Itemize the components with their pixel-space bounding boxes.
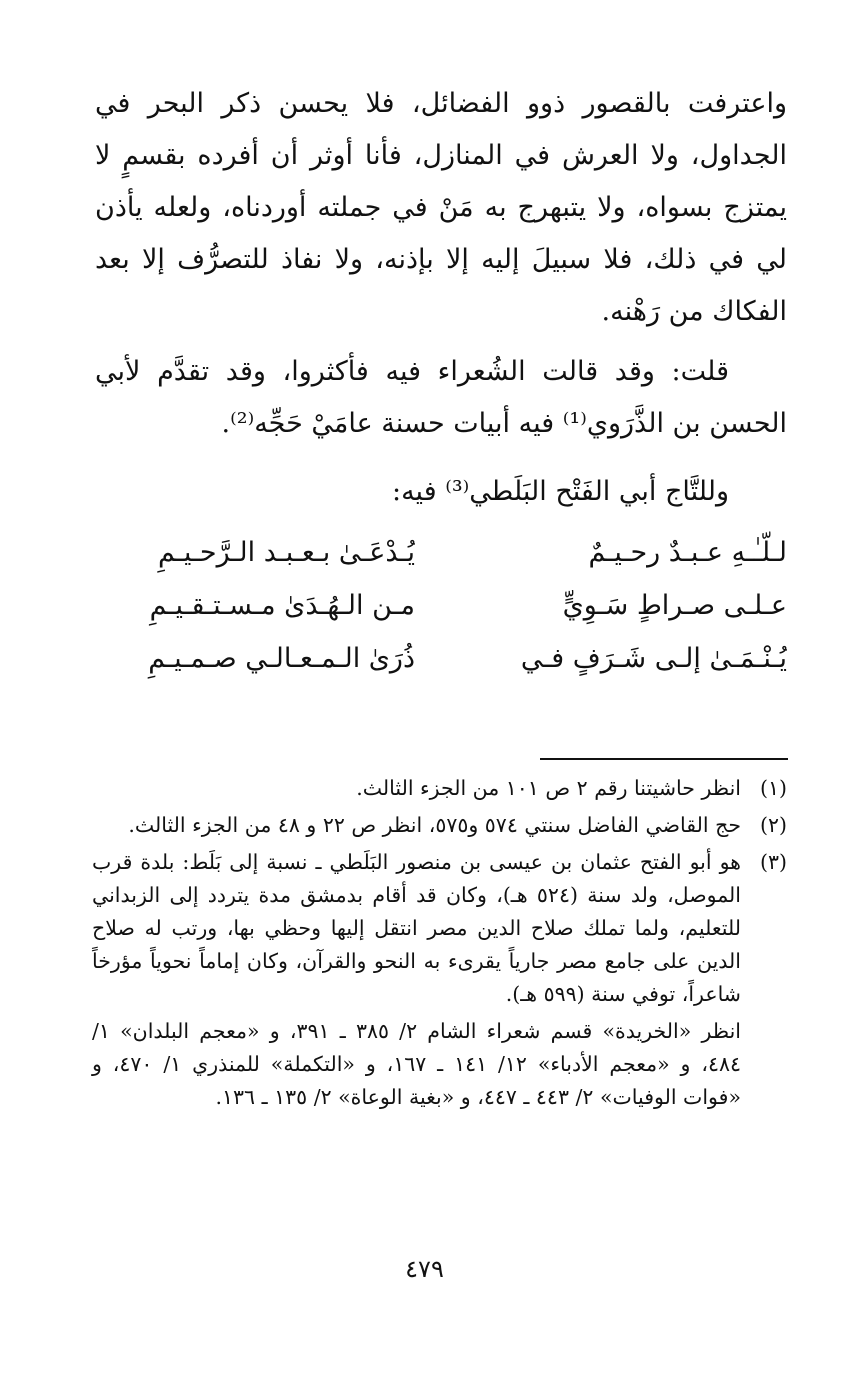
body-paragraph: واعترفت بالقصور ذوو الفضائل، فلا يحسن ذكر البحر في الجداول، ولا العرش في المنازل، فأنا أوثر أن أفرده بقسمٍ لا يمتزج بسواه، ولا يتبهرج به مَنْ في جملته أوردناه، ولعله يأذن لي في ذلك، فلا سبيلَ إليه إلا بإذنه، ولا نفاذ للتصرُّف إلا بعد الفكاك من رَهْنه. [95,88,787,327]
page-number: ٤٧٩ [405,1255,444,1283]
verse-line [95,579,787,632]
footnote-text: حج القاضي الفاضل سنتي ٥٧٤ و٥٧٥، انظر ص ٢٢ و ٤٨ من الجزء الثالث. [128,813,741,837]
footnote [92,772,787,805]
footnote-number: (٢) [759,813,787,837]
verse-line [95,632,787,685]
verse-first-hemistich: لـلّـٰـهِ عـبـدٌ رحـيـمٌ [588,537,787,568]
footnote-number: (٣) [759,850,787,874]
verse-second-hemistich: مـن الـهُـدَىٰ مـسـتـقـيـمِ [149,590,415,621]
footnote [92,846,787,1011]
footnote-separator [540,758,788,760]
poem [95,526,787,685]
footnote [92,809,787,842]
footnote-references: انظر «الخريدة» قسم شعراء الشام ٢/ ٣٨٥ ـ ٣٩١، و «معجم البلدان» ١/ ٤٨٤، و «معجم الأدباء» ١٢/ ١٤١ ـ ١٦٧، و «التكملة» للمنذري ١/ ٤٧٠، و «فوات الوفيات» ٢/ ٤٤٣ ـ ٤٤٧، و «بغية الوعاة» ٢/ ١٣٥ ـ ١٣٦. [92,1019,741,1109]
verse-first-hemistich: عـلـى صـراطٍ سَـوِيٍّ [562,590,787,621]
footnote-text: انظر حاشيتنا رقم ٢ ص ١٠١ من الجزء الثالث. [356,776,741,800]
verse-second-hemistich: ذُرَىٰ الـمـعـالـي صـمـيـمِ [148,643,415,674]
body-paragraph: قلت: وقد قالت الشُعراء فيه فأكثروا، وقد تقدَّم لأبي الحسن بن الذَّرَوي⁽¹⁾ فيه أبيات حسنة عامَيْ حَجِّه⁽²⁾. [95,356,787,439]
verse-line [95,526,787,579]
body-paragraph: وللتَّاج أبي الفَتْح البَلَطي⁽³⁾ فيه: [391,476,729,507]
verse-second-hemistich: يُـدْعَـىٰ بـعـبـد الـرَّحـيـمِ [157,537,415,568]
verse-first-hemistich: يُـنْـمَـىٰ إلـى شَـرَفٍ فـي [520,643,787,674]
footnotes [92,772,787,1114]
footnote-number: (١) [759,776,787,800]
footnote-text: هو أبو الفتح عثمان بن عيسى بن منصور البَلَطي ـ نسبة إلى بَلَط: بلدة قرب الموصل، ولد سنة (٥٢٤ هـ)، وكان قد أقام بدمشق مدة يتردد إلى الزبداني للتعليم، ولما تملك صلاح الدين مصر انتقل إليها وحظي بها، ورتب له صلاح الدين على جامع مصر جارياً يقرىء به النحو والقرآن، وكان إماماً نحوياً مؤرخاً شاعراً، توفي سنة (٥٩٩ هـ). [92,850,741,1006]
